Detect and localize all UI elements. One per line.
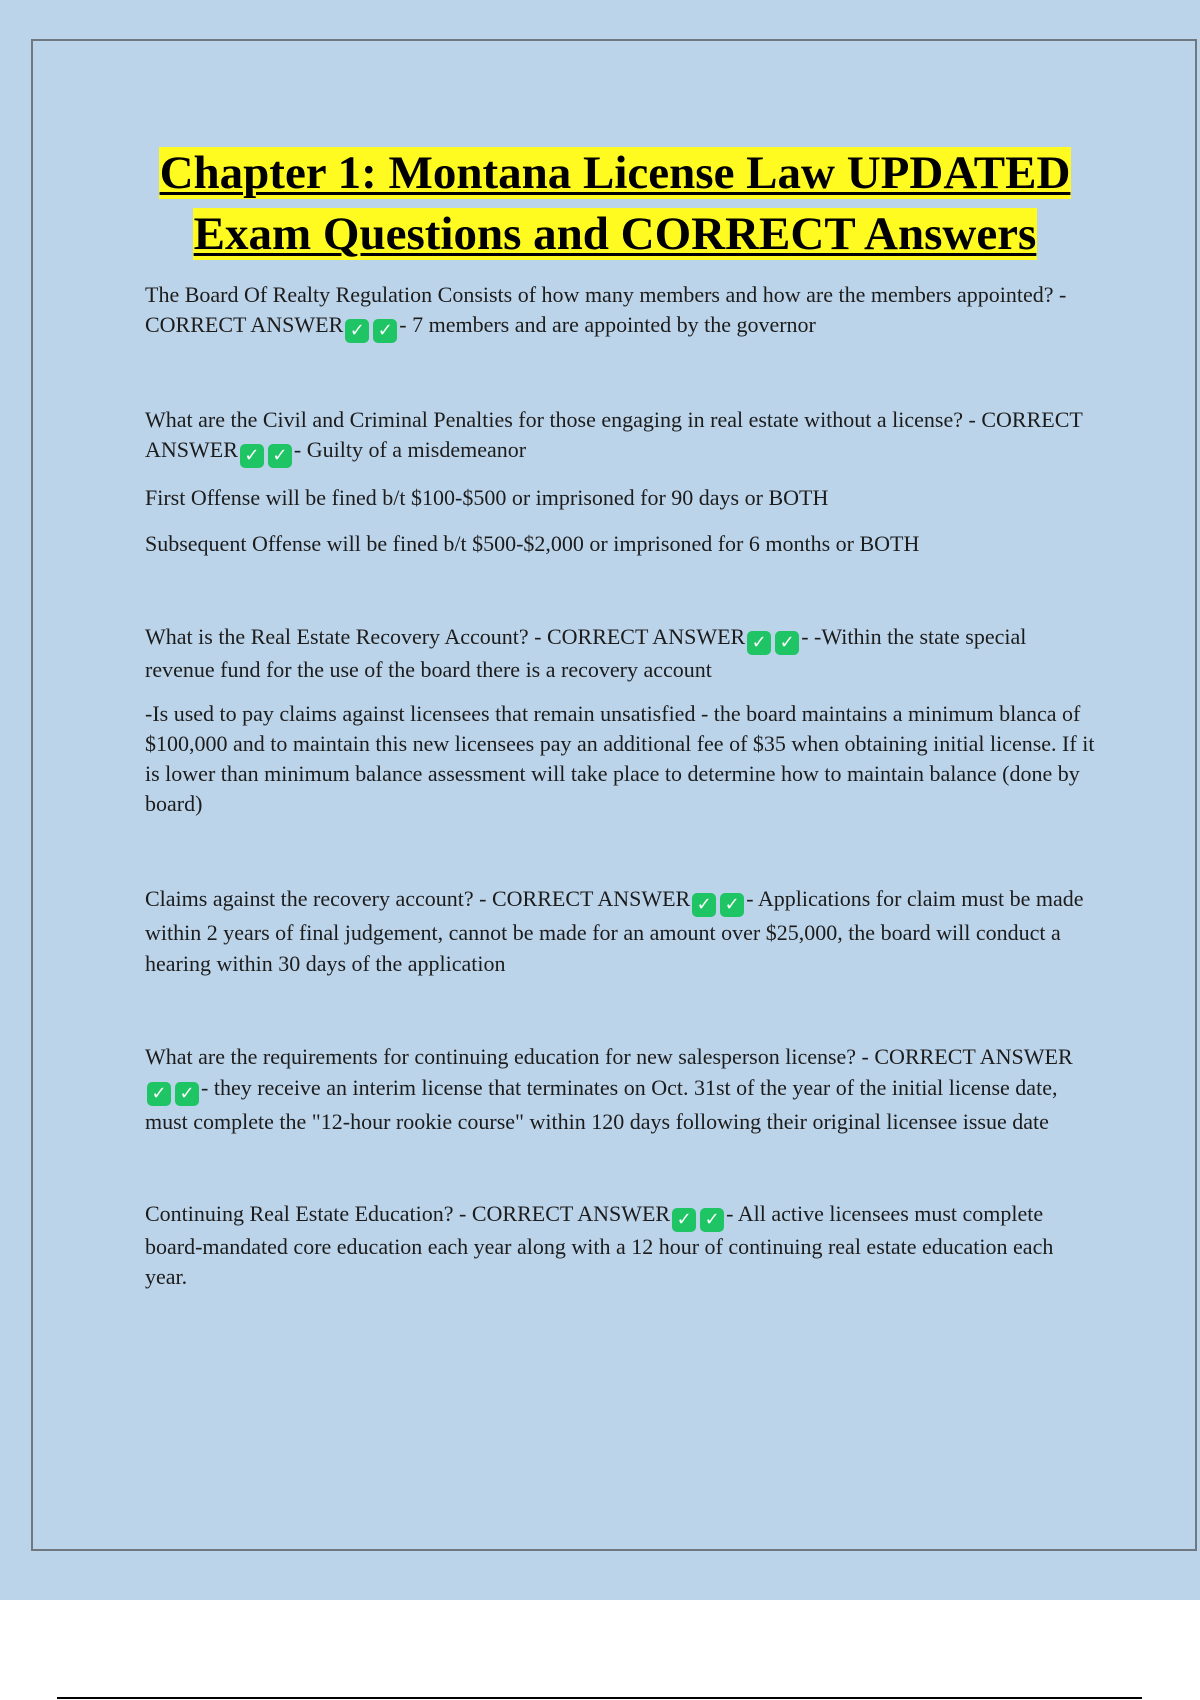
answer-text: - Applications for claim must be made within 2 years of final judgement, cannot be made for an amount over $25,000, the board will conduct a hearing within 30 days of the application xyxy=(145,886,1084,976)
answer-detail: -Is used to pay claims against licensees that remain unsatisfied - the board maintains a minimum blanca of $100,000 and to maintain this new licensees pay an additional fee of $35 when obtaining initial license. If it is lower than minimum balance assessment will take place to determine how to maintain balance (done by board) xyxy=(145,701,1095,816)
check-box-icon: ✓ xyxy=(692,893,716,917)
qa-text xyxy=(145,280,1100,343)
answer-text: - -Within the state special revenue fund for the use of the board there is a recovery account xyxy=(145,624,1027,682)
check-box-icon: ✓ xyxy=(672,1208,696,1232)
check-box-icon: ✓ xyxy=(345,319,369,343)
check-box-icon: ✓ xyxy=(240,444,264,468)
qa-text xyxy=(145,622,1100,685)
qa-text xyxy=(145,1199,1100,1292)
title-line-1: Chapter 1: Montana License Law UPDATED xyxy=(159,147,1071,199)
qa-text xyxy=(145,1041,1100,1137)
qa-text xyxy=(145,883,1100,979)
question-text: What are the requirements for continuing education for new salesperson license? - CORRECT ANSWER xyxy=(145,1044,1073,1069)
answer-text: - 7 members and are appointed by the governor xyxy=(399,312,816,337)
question-text: Continuing Real Estate Education? - CORRECT ANSWER xyxy=(145,1201,671,1226)
check-box-icon: ✓ xyxy=(175,1082,199,1106)
qa-item-new-salesperson-education xyxy=(145,1041,1100,1137)
answer-detail: Subsequent Offense will be fined b/t $500-$2,000 or imprisoned for 6 months or BOTH xyxy=(145,531,920,556)
qa-item-board-members xyxy=(145,280,1100,343)
check-box-icon: ✓ xyxy=(268,444,292,468)
check-box-icon: ✓ xyxy=(720,893,744,917)
qa-item-claims xyxy=(145,883,1100,979)
qa-item-continuing-education xyxy=(145,1199,1100,1292)
check-box-icon: ✓ xyxy=(775,631,799,655)
qa-item-recovery-account xyxy=(145,622,1100,819)
question-text: The Board Of Realty Regulation Consists of how many members and how are the members appointed? - CORRECT ANSWER xyxy=(145,282,1067,337)
check-box-icon: ✓ xyxy=(147,1082,171,1106)
answer-detail: First Offense will be fined b/t $100-$500 or imprisoned for 90 days or BOTH xyxy=(145,485,829,510)
answer-text: - All active licensees must complete board-mandated core education each year along with a 12 hour of continuing real estate education each year. xyxy=(145,1201,1054,1289)
question-text: What is the Real Estate Recovery Account? - CORRECT ANSWER xyxy=(145,624,746,649)
answer-text: - Guilty of a misdemeanor xyxy=(293,437,527,462)
qa-text xyxy=(145,405,1100,468)
check-box-icon: ✓ xyxy=(700,1208,724,1232)
qa-list xyxy=(145,280,1100,1292)
qa-item-penalties xyxy=(145,405,1100,560)
question-text: What are the Civil and Criminal Penalties for those engaging in real estate without a license? - CORRECT ANSWER xyxy=(145,407,1083,462)
check-box-icon: ✓ xyxy=(373,319,397,343)
check-box-icon: ✓ xyxy=(747,631,771,655)
title-line-2: Exam Questions and CORRECT Answers xyxy=(193,208,1037,260)
divider xyxy=(57,1697,1142,1699)
page-title xyxy=(110,143,1120,265)
answer-text: - they receive an interim license that terminates on Oct. 31st of the year of the initial license date, must complete the "12-hour rookie course" within 120 days following their original licensee issue date xyxy=(145,1075,1058,1134)
question-text: Claims against the recovery account? - CORRECT ANSWER xyxy=(145,886,691,911)
